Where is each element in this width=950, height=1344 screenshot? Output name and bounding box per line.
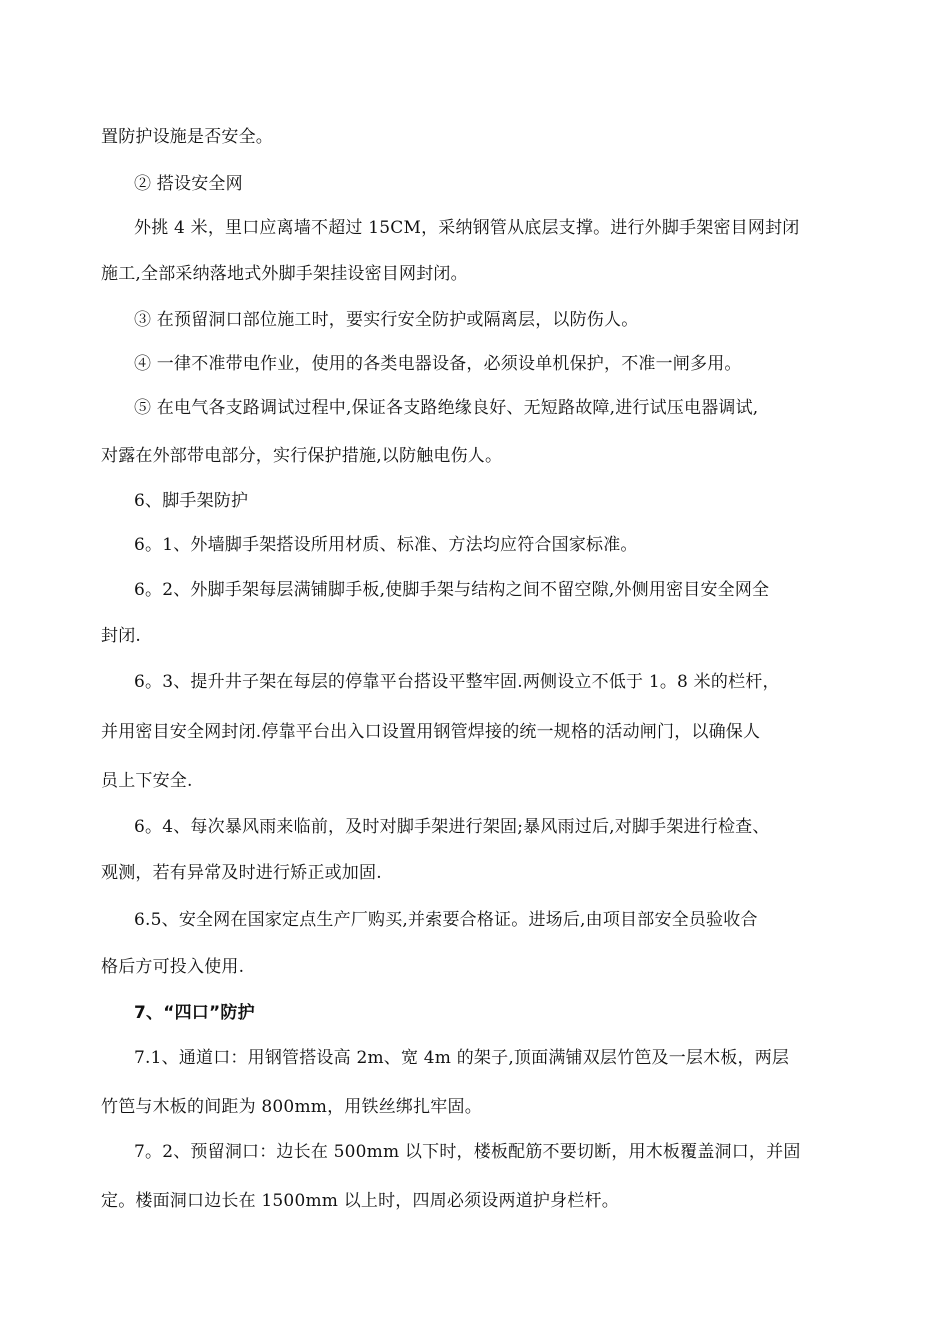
text-line: 竹笆与木板的间距为 800mm，用铁丝绑扎牢固。 [101,1097,482,1117]
text-line: ② 搭设安全网 [134,174,243,194]
text-line: 观测，若有异常及时进行矫正或加固. [101,863,382,883]
text-line: 7。2、预留洞口：边长在 500mm 以下时，楼板配筋不要切断，用木板覆盖洞口，并固 [134,1142,801,1162]
text-line: ③ 在预留洞口部位施工时，要实行安全防护或隔离层，以防伤人。 [134,310,639,330]
text-line: 6。1、外墙脚手架搭设所用材质、标准、方法均应符合国家标准。 [134,535,638,555]
text-line: 6.5、安全网在国家定点生产厂购买,并索要合格证。进场后,由项目部安全员验收合 [134,910,758,930]
text-line: 定。楼面洞口边长在 1500mm 以上时，四周必须设两道护身栏杆。 [101,1191,619,1211]
text-line: 并用密目安全网封闭.停靠平台出入口设置用钢管焊接的统一规格的活动闸门，以确保人 [101,722,761,742]
section-heading: 6、脚手架防护 [134,491,249,511]
section-heading: 7、“四口”防护 [134,1003,255,1023]
text-line: 6。3、提升井子架在每层的停靠平台搭设平整牢固.两侧设立不低于 1。8 米的栏杆， [134,672,780,692]
text-line: 外挑 4 米，里口应离墙不超过 15CM，采纳钢管从底层支撑。进行外脚手架密目网封闭 [134,218,800,238]
text-line: 6。4、每次暴风雨来临前，及时对脚手架进行架固;暴风雨过后,对脚手架进行检查、 [134,817,770,837]
text-line: 6。2、外脚手架每层满铺脚手板,使脚手架与结构之间不留空隙,外侧用密目安全网全 [134,580,770,600]
text-line: 置防护设施是否安全。 [101,127,273,147]
text-line: 7.1、通道口：用钢管搭设高 2m、宽 4m 的架子,顶面满铺双层竹笆及一层木板，两层 [134,1048,790,1068]
text-line: 员上下安全. [101,771,193,791]
text-line: 格后方可投入使用. [101,957,245,977]
text-line: ⑤ 在电气各支路调试过程中,保证各支路绝缘良好、无短路故障,进行试压电器调试, [134,398,759,418]
text-line: 对露在外部带电部分，实行保护措施,以防触电伤人。 [101,446,503,466]
text-line: 施工,全部采纳落地式外脚手架挂设密目网封闭。 [101,264,468,284]
text-line: ④ 一律不准带电作业，使用的各类电器设备，必须设单机保护，不准一闸多用。 [134,354,742,374]
text-line: 封闭. [101,626,142,646]
